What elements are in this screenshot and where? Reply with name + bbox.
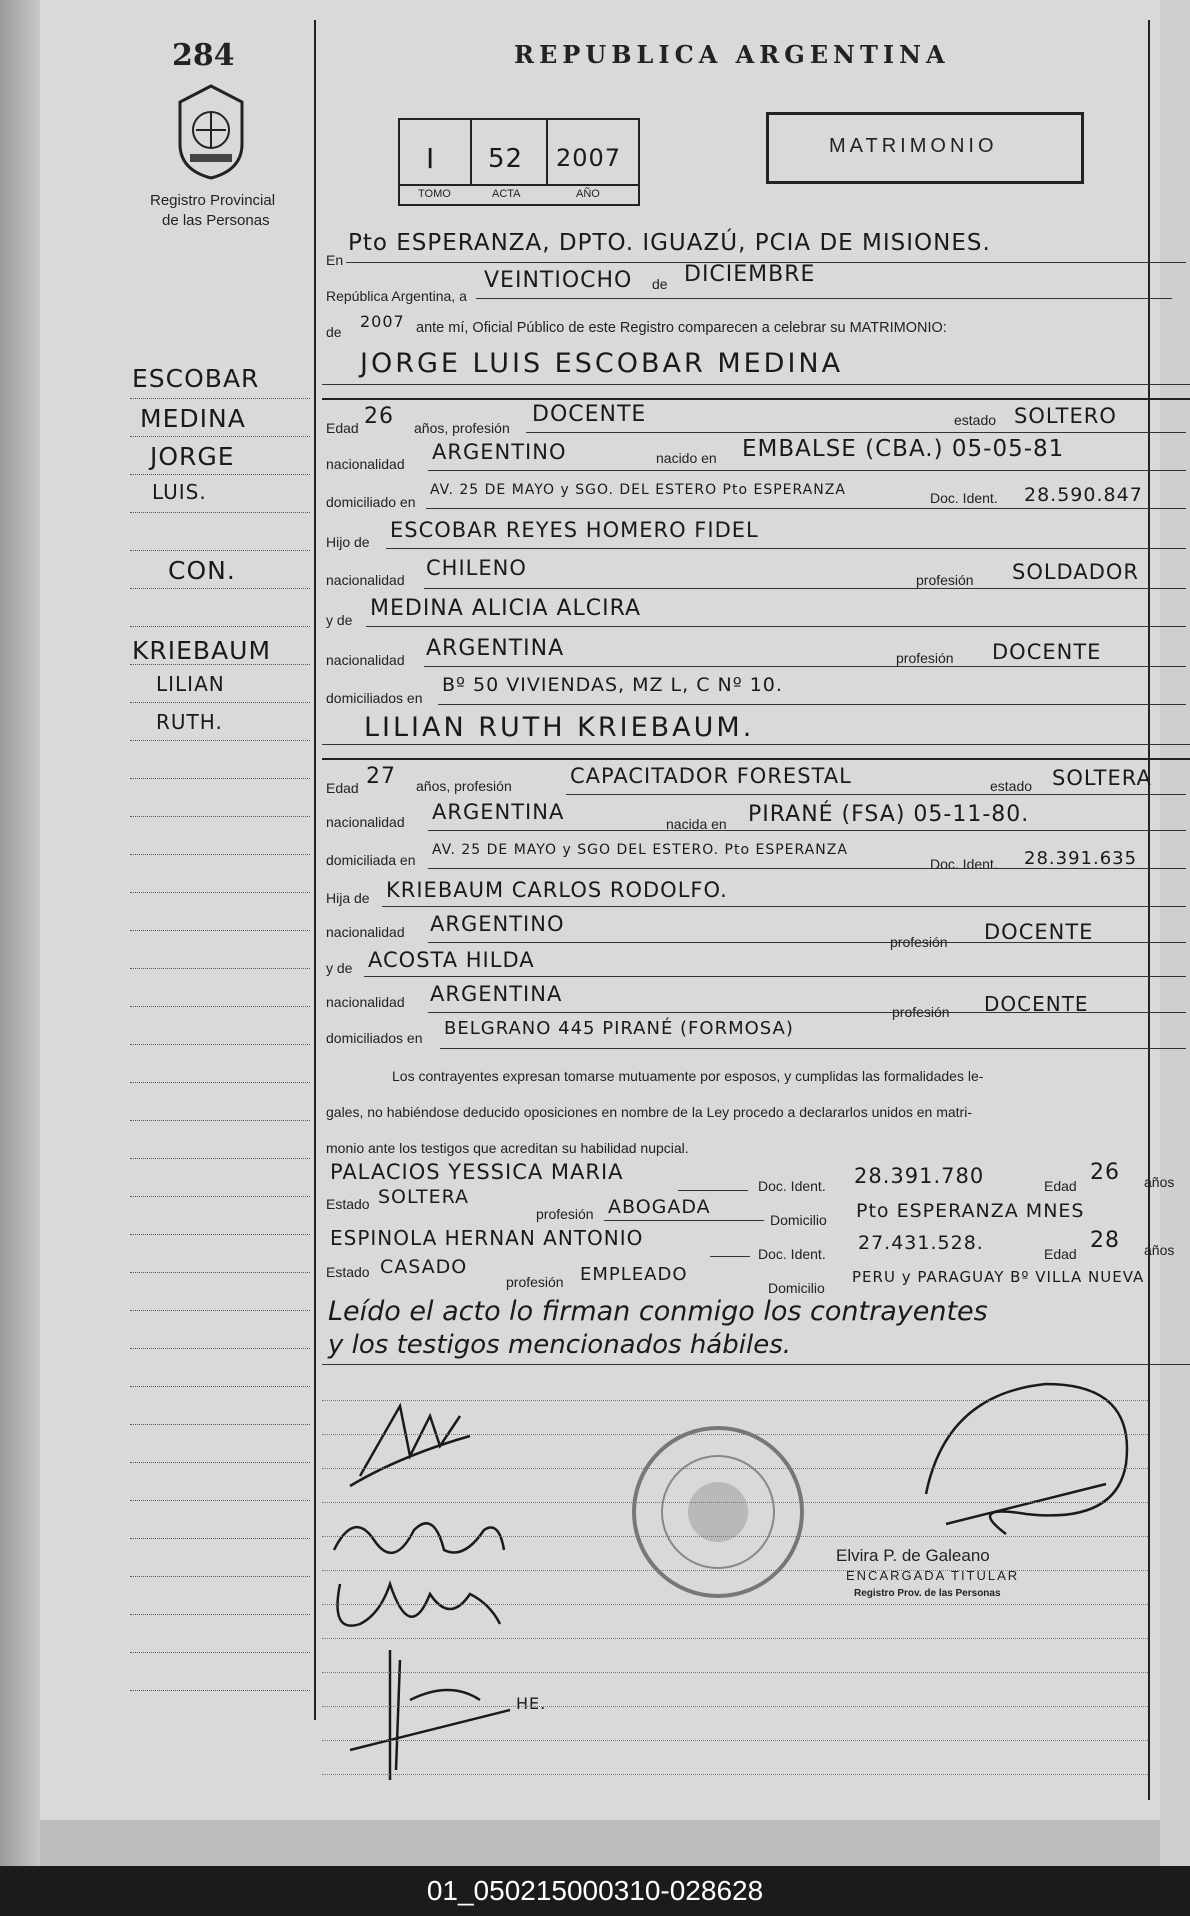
bride-yde-label: y de bbox=[326, 960, 353, 976]
witness2-doc: 27.431.528. bbox=[858, 1232, 984, 1254]
witness1-profesion-label: profesión bbox=[536, 1206, 594, 1222]
bride-birth: PIRANÉ (FSA) 05-11-80. bbox=[748, 802, 1030, 827]
acta-label: ACTA bbox=[492, 188, 521, 200]
groom-mother-prof-label: profesión bbox=[896, 650, 954, 666]
groom-estado: SOLTERO bbox=[1014, 404, 1117, 428]
bride-age: 27 bbox=[366, 764, 396, 789]
witness2-name: ESPINOLA HERNAN ANTONIO bbox=[330, 1226, 644, 1250]
margin-note: CON. bbox=[168, 556, 236, 585]
groom-name: JORGE LUIS ESCOBAR MEDINA bbox=[360, 348, 844, 379]
witness2-domicilio-label: Domicilio bbox=[768, 1280, 825, 1296]
de2-label: de bbox=[326, 324, 342, 340]
groom-birth: EMBALSE (CBA.) 05-05-81 bbox=[742, 436, 1065, 462]
groom-age: 26 bbox=[364, 404, 394, 429]
bride-hija-label: Hija de bbox=[326, 890, 370, 906]
witness1-domicilio-label: Domicilio bbox=[770, 1212, 827, 1228]
bride-father-prof-label: profesión bbox=[890, 934, 948, 950]
margin-note: LUIS. bbox=[152, 480, 207, 504]
witness1-line-b bbox=[604, 1220, 764, 1221]
bride-mother-prof-label: profesión bbox=[892, 1004, 950, 1020]
margin-note: ESCOBAR bbox=[132, 364, 260, 393]
body-rule bbox=[322, 1570, 1148, 1571]
groom-doc: 28.590.847 bbox=[1024, 484, 1143, 506]
body-rule bbox=[322, 1468, 1148, 1469]
margin-rule bbox=[130, 1652, 310, 1653]
bride-father-nationality: ARGENTINO bbox=[430, 912, 565, 936]
witness1-edad-label: Edad bbox=[1044, 1178, 1077, 1194]
bride-profession: CAPACITADOR FORESTAL bbox=[570, 764, 852, 788]
margin-rule bbox=[130, 1044, 310, 1045]
groom-parents-dom-label: domiciliados en bbox=[326, 690, 423, 706]
bride-profesion-label: años, profesión bbox=[416, 778, 512, 794]
margin-rule bbox=[130, 1310, 310, 1311]
witness2-anos-label: años bbox=[1144, 1242, 1175, 1258]
groom-profession: DOCENTE bbox=[532, 402, 647, 427]
bride-father-nat-label: nacionalidad bbox=[326, 924, 405, 940]
acta-value: 52 bbox=[488, 144, 524, 174]
officer-name: Elvira P. de Galeano bbox=[836, 1546, 990, 1565]
body-rule bbox=[322, 1740, 1148, 1741]
margin-rule bbox=[130, 1082, 310, 1083]
groom-father: ESCOBAR REYES HOMERO FIDEL bbox=[390, 518, 759, 542]
sheet-bottom-edge bbox=[40, 1820, 1160, 1866]
bride-line-1 bbox=[566, 794, 1186, 795]
registry-label-1: Registro Provincial bbox=[150, 192, 276, 209]
bride-father-profession: DOCENTE bbox=[984, 920, 1094, 944]
groom-section-rule bbox=[322, 398, 1190, 400]
groom-profesion-label: años, profesión bbox=[414, 420, 510, 436]
declaration-line-1: Los contrayentes expresan tomarse mutuamente por esposos, y cumplidas las formalidades le- bbox=[392, 1068, 984, 1084]
groom-yde-label: y de bbox=[326, 612, 353, 628]
margin-rule bbox=[130, 968, 310, 969]
groom-line-4 bbox=[386, 548, 1186, 549]
bride-doc: 28.391.635 bbox=[1024, 848, 1138, 869]
register-sheet bbox=[40, 0, 1175, 1820]
margin-rule bbox=[130, 778, 310, 779]
groom-parents-address: Bº 50 VIVIENDAS, MZ L, C Nº 10. bbox=[442, 674, 783, 696]
margin-rule bbox=[130, 512, 310, 513]
groom-nationality: ARGENTINO bbox=[432, 440, 567, 464]
bride-parents-dom-label: domiciliados en bbox=[326, 1030, 423, 1046]
body-rule bbox=[322, 1604, 1148, 1605]
closing-line-2: y los testigos mencionados hábiles. bbox=[328, 1330, 791, 1360]
bride-father: KRIEBAUM CARLOS RODOLFO. bbox=[386, 878, 728, 902]
witness2-estado-label: Estado bbox=[326, 1264, 370, 1280]
declaration-line-2: gales, no habiéndose deducido oposiciones en nombre de la Ley procedo a declararlos unidos en matri- bbox=[326, 1104, 972, 1120]
margin-note: LILIAN bbox=[156, 672, 225, 696]
margin-rule bbox=[130, 1234, 310, 1235]
ano-label: AÑO bbox=[576, 188, 600, 200]
bride-nationality: ARGENTINA bbox=[432, 800, 565, 824]
bride-estado: SOLTERA bbox=[1052, 766, 1152, 790]
witness1-doc: 28.391.780 bbox=[854, 1164, 985, 1188]
groom-address: AV. 25 DE MAYO y SGO. DEL ESTERO Pto ESPERANZA bbox=[430, 482, 846, 498]
bride-nacionalidad-label: nacionalidad bbox=[326, 814, 405, 830]
witness1-estado-label: Estado bbox=[326, 1196, 370, 1212]
groom-father-nat-label: nacionalidad bbox=[326, 572, 405, 588]
officer-institution: Registro Prov. de las Personas bbox=[854, 1588, 1001, 1599]
bride-name: LILIAN RUTH KRIEBAUM. bbox=[364, 712, 755, 743]
bride-line-5 bbox=[428, 942, 1186, 943]
margin-rule bbox=[130, 892, 310, 893]
official-stamp-icon bbox=[630, 1424, 806, 1600]
margin-rule bbox=[130, 436, 310, 437]
groom-line-3 bbox=[426, 508, 1186, 509]
groom-line-5 bbox=[424, 588, 1186, 589]
witness2-line-a bbox=[710, 1256, 750, 1257]
act-type: MATRIMONIO bbox=[829, 135, 998, 157]
country-title: REPUBLICA ARGENTINA bbox=[514, 40, 950, 69]
margin-rule bbox=[130, 1690, 310, 1691]
bride-mother-profession: DOCENTE bbox=[984, 992, 1089, 1016]
witness2-age: 28 bbox=[1090, 1228, 1120, 1253]
image-id-caption: 01_050215000310-028628 bbox=[0, 1866, 1190, 1916]
right-border bbox=[1148, 20, 1150, 1800]
groom-father-prof-label: profesión bbox=[916, 572, 974, 588]
year-text: 2007 bbox=[360, 312, 405, 331]
margin-rule bbox=[130, 1500, 310, 1501]
groom-doc-label: Doc. Ident. bbox=[930, 490, 998, 506]
witness1-age: 26 bbox=[1090, 1160, 1120, 1185]
margin-rule bbox=[130, 854, 310, 855]
witness2-estado: CASADO bbox=[380, 1256, 468, 1278]
margin-rule bbox=[130, 1424, 310, 1425]
bride-mother-nat-label: nacionalidad bbox=[326, 994, 405, 1010]
registry-label-2: de las Personas bbox=[162, 212, 270, 229]
day-text: VEINTIOCHO bbox=[484, 268, 633, 293]
margin-note: JORGE bbox=[150, 442, 235, 471]
republica-label: República Argentina, a bbox=[326, 288, 467, 304]
body-rule bbox=[322, 1638, 1148, 1639]
witness1-anos-label: años bbox=[1144, 1174, 1175, 1190]
margin-rule bbox=[130, 550, 310, 551]
registry-seal-icon bbox=[172, 82, 250, 182]
officer-title: ENCARGADA TITULAR bbox=[846, 1568, 1020, 1583]
margin-rule bbox=[130, 1348, 310, 1349]
margin-rule bbox=[130, 1462, 310, 1463]
groom-line-6 bbox=[366, 626, 1186, 627]
signature-scribble-4 bbox=[330, 1640, 530, 1790]
witness1-profession: ABOGADA bbox=[608, 1196, 711, 1218]
margin-rule bbox=[130, 1614, 310, 1615]
witness1-doc-label: Doc. Ident. bbox=[758, 1178, 826, 1194]
bride-parents-address: BELGRANO 445 PIRANÉ (FORMOSA) bbox=[444, 1018, 794, 1039]
groom-domicilio-label: domiciliado en bbox=[326, 494, 416, 510]
witness2-profesion-label: profesión bbox=[506, 1274, 564, 1290]
margin-rule bbox=[130, 1576, 310, 1577]
body-rule bbox=[322, 1434, 1148, 1435]
bride-domicilio-label: domiciliada en bbox=[326, 852, 416, 868]
month-text: DICIEMBRE bbox=[684, 262, 816, 287]
margin-rule bbox=[130, 1120, 310, 1121]
bride-address: AV. 25 DE MAYO y SGO DEL ESTERO. Pto ESPERANZA bbox=[432, 842, 848, 858]
date-line bbox=[476, 298, 1172, 299]
signature-mark: HE. bbox=[516, 1694, 547, 1713]
body-rule bbox=[322, 1706, 1148, 1707]
groom-mother-nat-label: nacionalidad bbox=[326, 652, 405, 668]
margin-note: MEDINA bbox=[140, 404, 246, 433]
margin-rule bbox=[130, 1386, 310, 1387]
body-rule bbox=[322, 1502, 1148, 1503]
witness1-name: PALACIOS YESSICA MARIA bbox=[330, 1160, 624, 1184]
ano-value: 2007 bbox=[556, 144, 622, 172]
body-rule bbox=[322, 1536, 1148, 1537]
witness2-profession: EMPLEADO bbox=[580, 1264, 688, 1285]
margin-rule bbox=[130, 398, 310, 399]
statement-text: ante mí, Oficial Público de este Registro comparecen a celebrar su MATRIMONIO: bbox=[416, 320, 947, 336]
groom-line-1 bbox=[526, 432, 1186, 433]
groom-nacionalidad-label: nacionalidad bbox=[326, 456, 405, 472]
body-rule bbox=[322, 1672, 1148, 1673]
witness1-line-a bbox=[678, 1190, 748, 1191]
margin-rule bbox=[130, 740, 310, 741]
margin-rule bbox=[130, 1158, 310, 1159]
de-label: de bbox=[652, 276, 668, 292]
margin-rule bbox=[130, 1538, 310, 1539]
record-number-box bbox=[398, 118, 640, 206]
bride-line-4 bbox=[382, 906, 1186, 907]
margin-rule bbox=[130, 816, 310, 817]
bride-line-7 bbox=[428, 1012, 1186, 1013]
body-rule bbox=[322, 1774, 1148, 1775]
groom-estado-label: estado bbox=[954, 412, 997, 428]
bride-doc-label: Doc. Ident. bbox=[930, 856, 998, 872]
bride-edad-label: Edad bbox=[326, 780, 359, 796]
body-rule bbox=[322, 1400, 1148, 1401]
witness1-address: Pto ESPERANZA MNES bbox=[856, 1200, 1085, 1222]
closing-line-1: Leído el acto lo firman conmigo los contrayentes bbox=[328, 1296, 988, 1327]
signature-scribble-1 bbox=[340, 1386, 480, 1496]
declaration-line-3: monio ante los testigos que acreditan su habilidad nupcial. bbox=[326, 1140, 689, 1156]
bride-section-rule bbox=[322, 758, 1190, 760]
groom-mother: MEDINA ALICIA ALCIRA bbox=[370, 596, 642, 621]
page-number: 284 bbox=[172, 38, 235, 73]
bride-line-3 bbox=[428, 868, 1186, 869]
closing-rule bbox=[322, 1364, 1190, 1365]
groom-line-2 bbox=[428, 470, 1186, 471]
margin-rule bbox=[130, 664, 310, 665]
bride-line-2 bbox=[428, 830, 1186, 831]
groom-name-line bbox=[322, 384, 1190, 385]
groom-father-profession: SOLDADOR bbox=[1012, 560, 1140, 584]
margin-rule bbox=[130, 626, 310, 627]
margin-rule bbox=[130, 702, 310, 703]
groom-nacido-label: nacido en bbox=[656, 450, 717, 466]
margin-rule bbox=[130, 588, 310, 589]
place-text: Pto ESPERANZA, DPTO. IGUAZÚ, PCIA DE MISIONES. bbox=[348, 230, 991, 256]
groom-mother-profession: DOCENTE bbox=[992, 640, 1102, 664]
bride-line-6 bbox=[364, 976, 1186, 977]
witness2-doc-label: Doc. Ident. bbox=[758, 1246, 826, 1262]
bride-name-line bbox=[322, 744, 1190, 745]
bride-mother-nationality: ARGENTINA bbox=[430, 982, 563, 1006]
margin-rule bbox=[130, 1196, 310, 1197]
act-type-box bbox=[766, 112, 1084, 184]
margin-note: KRIEBAUM bbox=[132, 636, 272, 665]
margin-rule bbox=[130, 474, 310, 475]
groom-mother-nationality: ARGENTINA bbox=[426, 636, 565, 661]
margin-rule bbox=[130, 1272, 310, 1273]
officer-signature bbox=[906, 1374, 1142, 1554]
margin-divider bbox=[314, 20, 316, 1720]
en-label: En bbox=[326, 252, 344, 268]
witness2-address: PERU y PARAGUAY Bº VILLA NUEVA bbox=[852, 1268, 1145, 1286]
groom-hijo-label: Hijo de bbox=[326, 534, 370, 550]
groom-father-nationality: CHILENO bbox=[426, 556, 527, 580]
margin-note: RUTH. bbox=[156, 710, 223, 734]
bride-estado-label: estado bbox=[990, 778, 1033, 794]
groom-line-7 bbox=[424, 666, 1186, 667]
witness1-estado: SOLTERA bbox=[378, 1186, 470, 1208]
bride-mother: ACOSTA HILDA bbox=[368, 948, 535, 972]
tomo-label: TOMO bbox=[418, 188, 451, 200]
groom-line-8 bbox=[438, 704, 1186, 705]
bride-nacida-label: nacida en bbox=[666, 816, 727, 832]
margin-rule bbox=[130, 930, 310, 931]
margin-rule bbox=[130, 1006, 310, 1007]
tomo-value: I bbox=[426, 142, 436, 175]
groom-edad-label: Edad bbox=[326, 420, 359, 436]
bride-line-8 bbox=[440, 1048, 1186, 1049]
witness2-edad-label: Edad bbox=[1044, 1246, 1077, 1262]
